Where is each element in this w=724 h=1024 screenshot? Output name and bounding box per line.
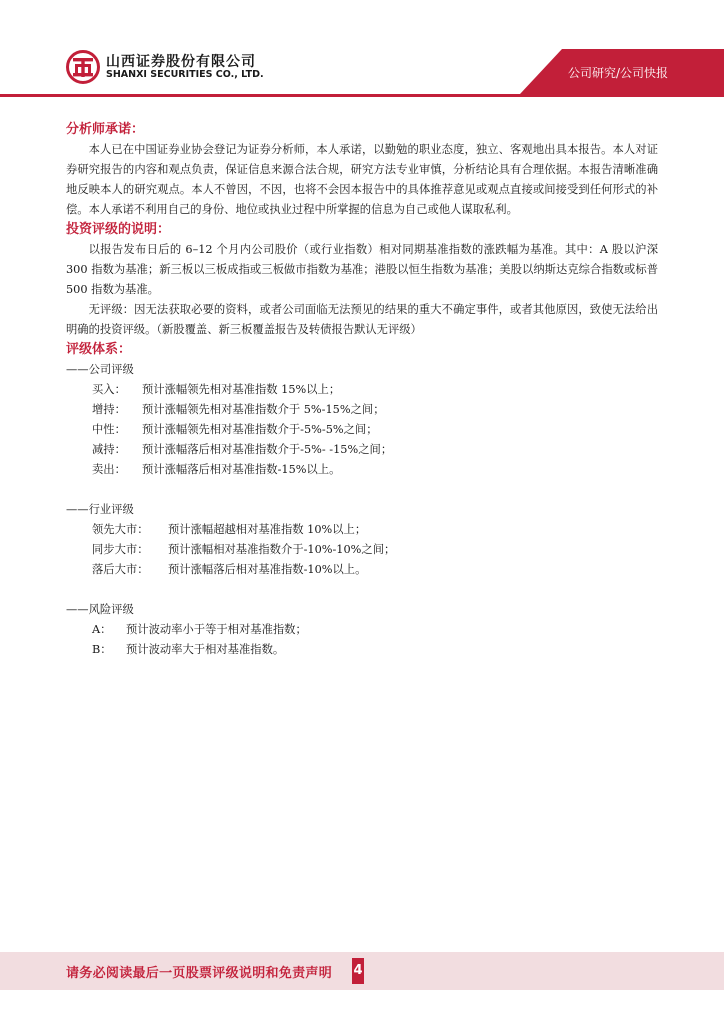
company-rating-row: [66, 400, 658, 420]
rating-label: A：: [92, 623, 112, 636]
rating-label: 增持：: [92, 403, 126, 416]
section-gap: [66, 480, 658, 500]
company-rating-row: [66, 460, 658, 480]
footer-disclaimer: 请务必阅读最后一页股票评级说明和免责声明: [66, 966, 333, 981]
rating-label: 中性：: [92, 423, 126, 436]
rating-desc: 预计波动率小于等于相对基准指数；: [126, 623, 307, 636]
header-divider: [0, 94, 724, 97]
rating-label: B：: [92, 643, 112, 656]
rating-desc: 预计涨幅领先相对基准指数 15%以上；: [142, 383, 341, 396]
rating-label: 卖出：: [92, 463, 126, 476]
analyst-commitment-title: 分析师承诺：: [66, 122, 145, 137]
company-rating-row: [66, 380, 658, 400]
section-gap: [66, 580, 658, 600]
rating-label: 落后大市：: [92, 563, 149, 576]
rating-desc: 预计涨幅超越相对基准指数 10%以上；: [168, 523, 367, 536]
shanxi-securities-logo-icon: [66, 50, 100, 84]
rating-desc: 预计涨幅落后相对基准指数介于-5%- -15%之间；: [142, 443, 393, 456]
rating-explanation-para-1: 以报告发布日后的 6–12 个月内公司股价（或行业指数）相对同期基准指数的涨跌幅为基准。其中：A 股以沪深 300 指数为基准；新三板以三板成指或三板做市指数为基准；港股以恒生指数为基准；美股以纳斯达克综合指数或标普 500 指数为基准。: [66, 243, 658, 296]
industry-rating-heading: ——行业评级: [66, 503, 134, 516]
rating-label: 减持：: [92, 443, 126, 456]
company-rating-row: [66, 420, 658, 440]
rating-system-title: 评级体系：: [66, 342, 132, 357]
rating-label: 同步大市：: [92, 543, 149, 556]
rating-desc: 预计涨幅领先相对基准指数介于-5%-5%之间；: [142, 423, 378, 436]
page-number: 4: [352, 958, 364, 984]
industry-rating-row: [66, 520, 658, 540]
risk-rating-heading: ——风险评级: [66, 603, 134, 616]
rating-desc: 预计涨幅领先相对基准指数介于 5%-15%之间；: [142, 403, 385, 416]
rating-explanation-title: 投资评级的说明：: [66, 222, 171, 237]
company-rating-row: [66, 440, 658, 460]
rating-desc: 预计涨幅相对基准指数介于-10%-10%之间；: [168, 543, 396, 556]
company-rating-heading: ——公司评级: [66, 363, 134, 376]
rating-label: 买入：: [92, 383, 126, 396]
rating-desc: 预计波动率大于相对基准指数。: [126, 643, 285, 656]
analyst-commitment-text: 本人已在中国证券业协会登记为证券分析师，本人承诺，以勤勉的职业态度，独立、客观地出具本报告。本人对证券研究报告的内容和观点负责，保证信息来源合法合规，研究方法专业审慎，分析结论具有合理依据。本报告清晰准确地反映本人的研究观点。本人不曾因，不因，也将不会因本报告中的具体推荐意见或观点直接或间接受到任何形式的补偿。本人承诺不利用自己的身份、地位或执业过程中所掌握的信息为自己或他人谋取私利。: [66, 143, 658, 216]
company-name-cn: 山西证券股份有限公司: [106, 54, 256, 70]
page-header: [0, 0, 724, 100]
risk-rating-row: [66, 620, 658, 640]
page-content: [66, 120, 658, 660]
rating-explanation-para-2: 无评级：因无法获取必要的资料，或者公司面临无法预见的结果的重大不确定事件，或者其他原因，致使无法给出明确的投资评级。（新股覆盖、新三板覆盖报告及转债报告默认无评级）: [66, 303, 658, 336]
company-name-en: SHANXI SECURITIES CO., LTD.: [106, 69, 264, 80]
rating-desc: 预计涨幅落后相对基准指数-15%以上。: [142, 463, 341, 476]
rating-label: 领先大市：: [92, 523, 149, 536]
risk-rating-row: [66, 640, 658, 660]
report-category: 公司研究/公司快报: [568, 66, 669, 80]
industry-rating-row: [66, 540, 658, 560]
rating-desc: 预计涨幅落后相对基准指数-10%以上。: [168, 563, 367, 576]
industry-rating-row: [66, 560, 658, 580]
